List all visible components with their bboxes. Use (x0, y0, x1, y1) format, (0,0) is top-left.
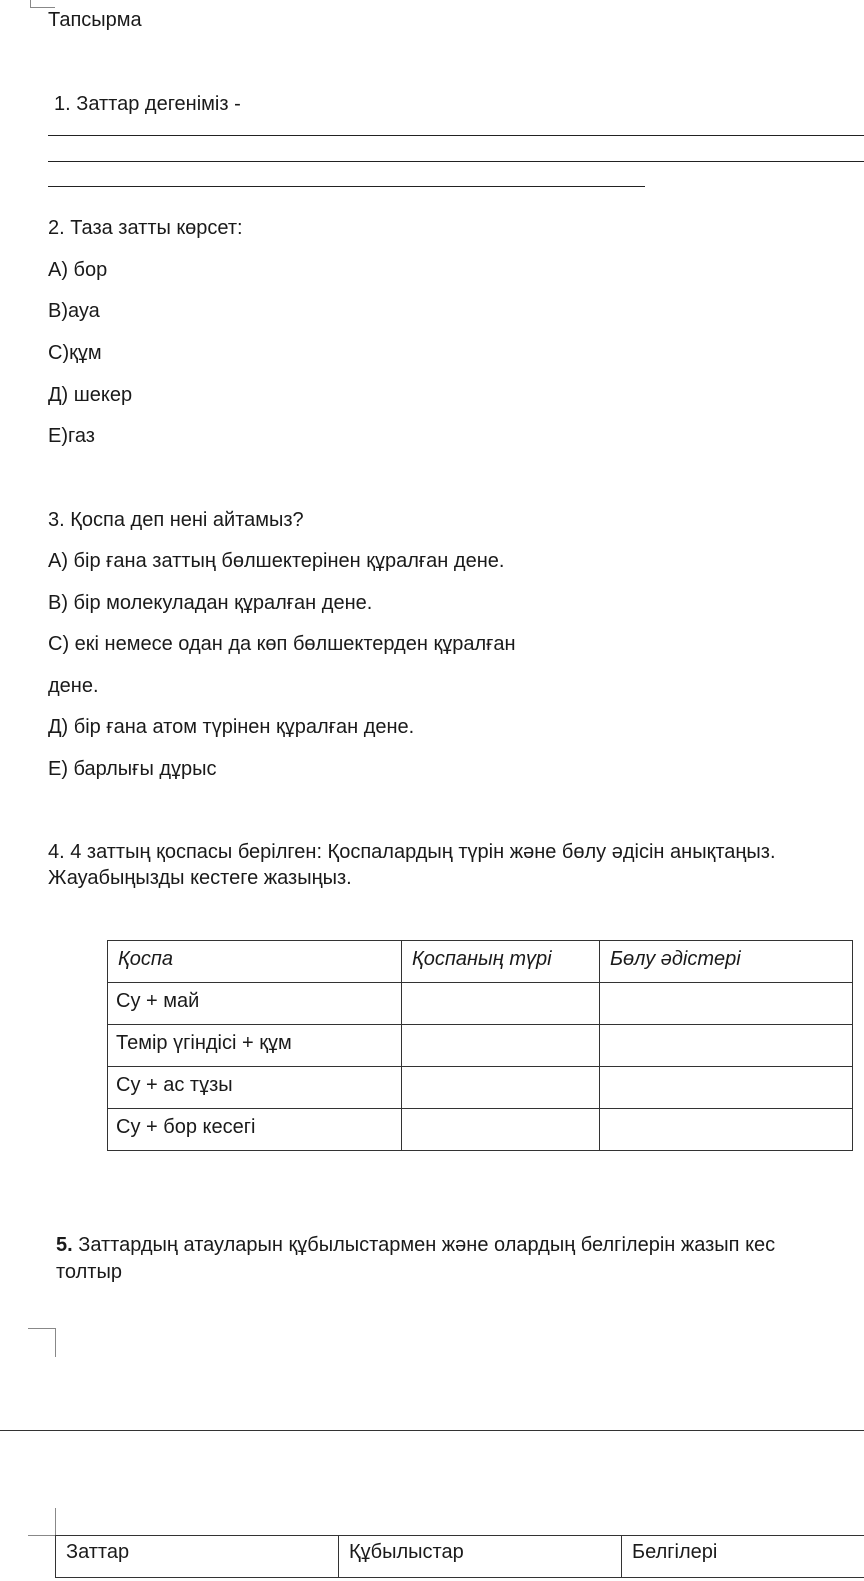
page-break-line (0, 1430, 864, 1431)
option-b: В) бір молекуладан құралған дене. (48, 592, 373, 614)
answer-line (48, 135, 864, 136)
answer-line (48, 186, 645, 187)
table-header-row (108, 941, 853, 983)
question-2: 2. Таза затты көрсет: (48, 217, 243, 239)
option-b: В)ауа (48, 300, 100, 322)
question-5-line-1 (56, 1233, 775, 1257)
margin-corner-mark (28, 1328, 56, 1357)
option-d: Д) бір ғана атом түрінен құралған дене. (48, 716, 415, 738)
option-e: Е)газ (48, 425, 95, 447)
mixture-cell: Темір үгіндісі + құм (108, 1025, 402, 1067)
separation-method-cell[interactable] (600, 1067, 853, 1109)
header-phenomena: Құбылыстар (339, 1536, 622, 1578)
table-corner-mark (55, 1508, 56, 1536)
separation-method-cell[interactable] (600, 1025, 853, 1067)
option-c-continued: дене. (48, 675, 99, 697)
mixture-type-cell[interactable] (402, 1109, 600, 1151)
option-c: С) екі немесе одан да көп бөлшектерден құралған (48, 633, 516, 655)
table-row (108, 1067, 853, 1109)
option-a: А) бір ғана заттың бөлшектерінен құралған дене. (48, 550, 505, 572)
table-header-row (56, 1536, 864, 1578)
option-c: С)құм (48, 342, 102, 364)
page-corner-mark (30, 0, 55, 8)
question-4-line-1: 4. 4 заттың қоспасы берілген: Қоспалардың түрін және бөлу әдісін анықтаңыз. (48, 841, 776, 863)
mixture-cell: Су + ас тұзы (108, 1067, 402, 1109)
header-mixture-type: Қоспаның түрі (402, 941, 600, 983)
mixture-type-cell[interactable] (402, 983, 600, 1025)
option-e: Е) барлығы дұрыс (48, 758, 217, 780)
table-row (108, 983, 853, 1025)
question-5-number: 5. (56, 1234, 73, 1256)
header-mixture: Қоспа (108, 941, 402, 983)
header-separation-methods: Бөлу әдістері (600, 941, 853, 983)
table-row (108, 1025, 853, 1067)
separation-method-cell[interactable] (600, 983, 853, 1025)
substances-table (55, 1535, 864, 1578)
question-4-line-2: Жауабыңызды кестеге жазыңыз. (48, 867, 352, 889)
option-a: А) бор (48, 259, 108, 281)
mixture-type-cell[interactable] (402, 1067, 600, 1109)
question-3: 3. Қоспа деп нені айтамыз? (48, 509, 304, 531)
page-title: Тапсырма (48, 9, 142, 31)
separation-method-cell[interactable] (600, 1109, 853, 1151)
header-signs: Белгілері (622, 1536, 864, 1578)
question-5-line-2: толтыр (56, 1261, 122, 1283)
answer-line (48, 161, 864, 162)
mixtures-table (107, 940, 853, 1151)
question-1: 1. Заттар дегеніміз - (54, 93, 241, 115)
question-5-text: Заттардың атауларын құбылыстармен және олардың белгілерін жазып кес (72, 1234, 776, 1256)
mixture-cell: Су + бор кесегі (108, 1109, 402, 1151)
table-row (108, 1109, 853, 1151)
mixture-cell: Су + май (108, 983, 402, 1025)
option-d: Д) шекер (48, 384, 133, 406)
mixture-type-cell[interactable] (402, 1025, 600, 1067)
table-corner-mark-h (28, 1535, 56, 1536)
header-substances: Заттар (56, 1536, 339, 1578)
